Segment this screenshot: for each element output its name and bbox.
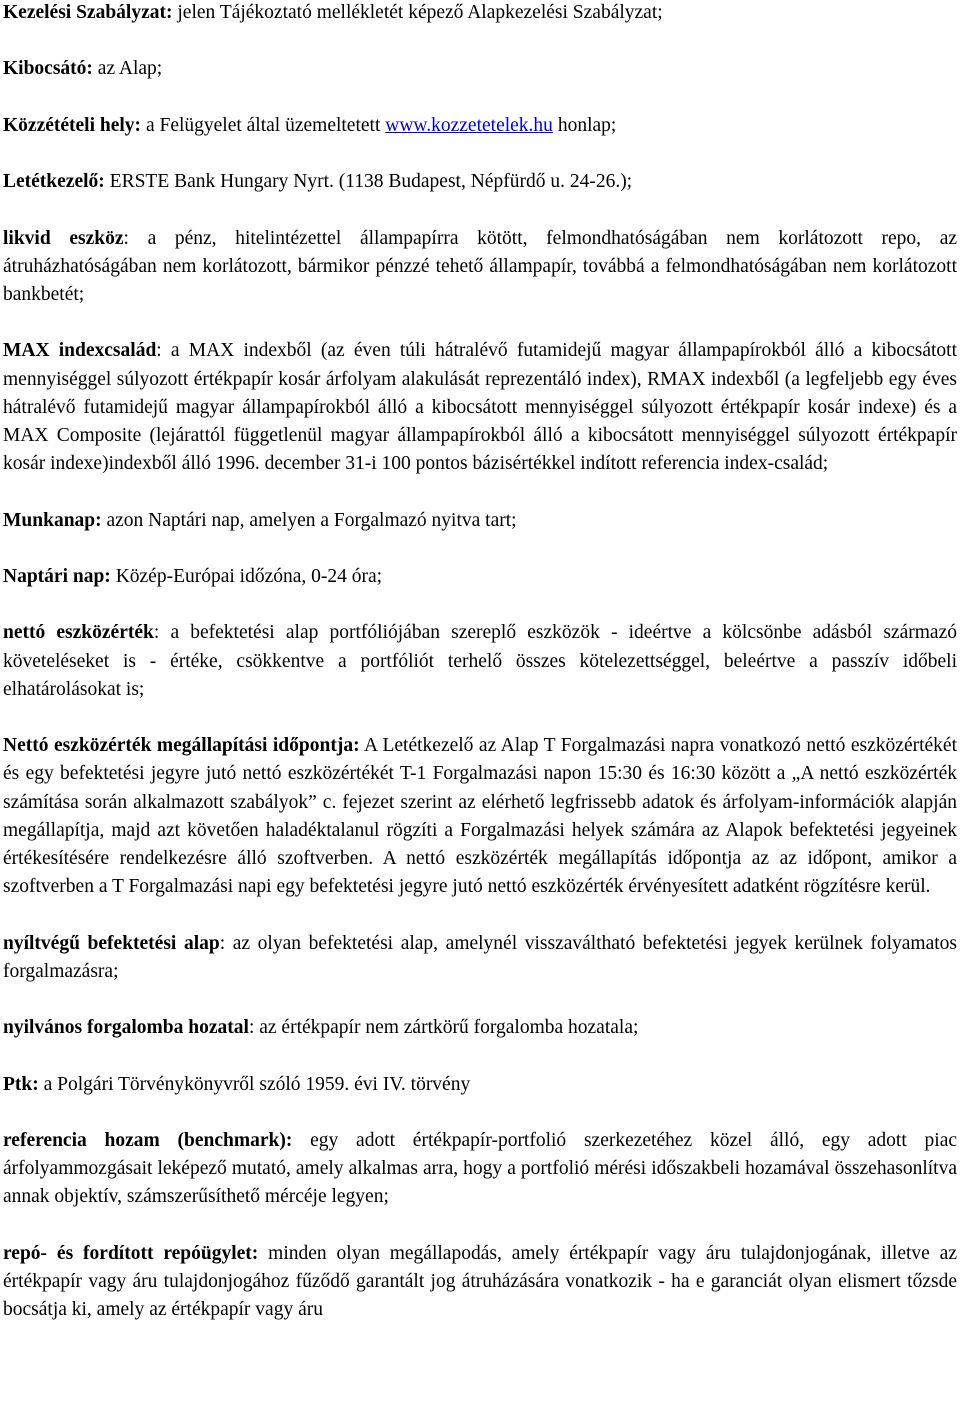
definition-letetkezelo: [3, 168, 957, 196]
term: repó- és fordított repóügylet:: [3, 1242, 259, 1264]
term: nettó eszközérték: [3, 622, 154, 644]
definition-text: azon Naptári nap, amelyen a Forgalmazó nyitva tart;: [101, 509, 517, 531]
definition-text: : a befektetési alap portfóliójában szereplő eszközök - ideértve a kölcsönbe adásból származó követeléseket is - értéke, csökkentve a portfóliót terhelő összes kötelezettséggel, beleértve a passzív időbeli elhatárolásokat is;: [3, 622, 957, 700]
kozzetetelek-link[interactable]: www.kozzetetelek.hu: [385, 114, 553, 136]
definition-max-indexcsalad: [3, 337, 957, 478]
definition-text: honlap;: [552, 114, 617, 136]
definition-kibocsato: [3, 55, 957, 83]
definition-nyiltvegu-alap: [3, 930, 957, 986]
definition-kozzeteteli-hely: [3, 112, 957, 140]
definition-naptari-nap: [3, 563, 957, 591]
definition-likvid-eszkoz: [3, 225, 957, 310]
term: Naptári nap:: [3, 565, 111, 587]
definition-kezelesi-szabalyzat: [3, 0, 957, 27]
term: nyilvános forgalomba hozatal: [3, 1017, 249, 1039]
term: Ptk:: [3, 1073, 39, 1095]
term: nyíltvégű befektetési alap: [3, 932, 220, 954]
term: Letétkezelő:: [3, 171, 105, 193]
term: Kibocsátó:: [3, 58, 93, 80]
definition-referencia-hozam: [3, 1127, 957, 1212]
term: Nettó eszközérték megállapítási időpontja:: [3, 735, 360, 757]
term: Munkanap:: [3, 509, 102, 531]
term: referencia hozam (benchmark):: [3, 1129, 293, 1151]
definition-text: : az olyan befektetési alap, amelynél visszaváltható befektetési jegyek kerülnek folyamatos forgalmazásra;: [3, 932, 957, 982]
definition-text: Közép-Európai időzóna, 0-24 óra;: [110, 565, 383, 587]
definition-text: a Polgári Törvénykönyvről szóló 1959. évi IV. törvény: [38, 1073, 471, 1095]
definition-netto-eszkozertek-idopontja: [3, 732, 957, 901]
definition-nyilvanos-forgalomba-hozatal: [3, 1014, 957, 1042]
definition-text: a Felügyelet által üzemeltetett: [141, 114, 386, 136]
definition-repo: [3, 1240, 957, 1325]
definition-text: : a pénz, hitelintézettel állampapírra kötött, felmondhatóságában nem korlátozott repo, az átruházhatóságában nem korlátozott, bármikor pénzzé tehető állampapír, továbbá a felmondhatóságában nem korlátozott bankbetét;: [3, 227, 958, 305]
definition-text: ERSTE Bank Hungary Nyrt. (1138 Budapest, Népfürdő u. 24-26.);: [104, 171, 633, 193]
definition-text: az Alap;: [92, 58, 163, 80]
definition-text: : az értékpapír nem zártkörű forgalomba hozatala;: [248, 1017, 639, 1039]
term: likvid eszköz: [3, 227, 124, 249]
definition-text: : a MAX indexből (az éven túli hátralévő futamidejű magyar állampapírokból álló a kibocsátott mennyiséggel súlyozott értékpapír kosár árfolyam alakulását reprezentáló index), RMAX indexből (a legfeljebb egy éves hátralévő futamidejű magyar állampapírokból álló a kibocsátott mennyiséggel súlyozott értékpapír kosár indexe) és a MAX Composite (lejárattól függetlenül magyar állampapírokból álló a kibocsátott mennyiséggel súlyozott értékpapír kosár indexe)indexből álló 1996. december 31-i 100 pontos bázisértékkel indított referencia index-család;: [3, 340, 958, 475]
definition-text: A Letétkezelő az Alap T Forgalmazási napra vonatkozó nettó eszközértékét és egy befektetési jegyre jutó nettó eszközértékét T-1 Forgalmazási napon 15:30 és 16:30 között a „A nettó eszközérték számítása során alkalmazott szabályok” c. fejezet szerint az elérhető legfrissebb adatok és árfolyam-információk alapján megállapítja, majd azt követően haladéktalanul rögzíti a Forgalmazási helyek számára az Alapok befektetési jegyeinek értékesítésére rendelkezésre álló szoftverben. A nettó eszközérték megállapítás időpontja az az időpont, amikor a szoftverben a T Forgalmazási napi egy befektetési jegyre jutó nettó eszközérték érvényesített adatként rögzítésre kerül.: [3, 735, 957, 898]
term: MAX indexcsalád: [3, 340, 157, 362]
definition-text: egy adott értékpapír-portfolió szerkezetéhez közel álló, egy adott piac árfolyammozgásait leképező mutató, amely alkalmas arra, hogy a portfolió mérési időszakbeli hozamával összehasonlítva annak objektív, számszerűsíthető mércéje legyen;: [3, 1129, 958, 1208]
definition-text: minden olyan megállapodás, amely értékpapír vagy áru tulajdonjogának, illetve az értékpapír vagy áru tulajdonjogához fűződő garantált jog átruházására vonatkozik - ha e garanciát olyan elismert tőzsde bocsátja ki, amely az értékpapír vagy áru: [3, 1242, 957, 1321]
term: Közzétételi hely:: [3, 114, 142, 136]
definition-netto-eszkozertek: [3, 619, 957, 704]
definition-text: jelen Tájékoztató mellékletét képező Alapkezelési Szabályzat;: [172, 2, 663, 23]
definition-munkanap: [3, 507, 957, 535]
term: Kezelési Szabályzat:: [3, 2, 173, 23]
definition-ptk: [3, 1071, 957, 1099]
